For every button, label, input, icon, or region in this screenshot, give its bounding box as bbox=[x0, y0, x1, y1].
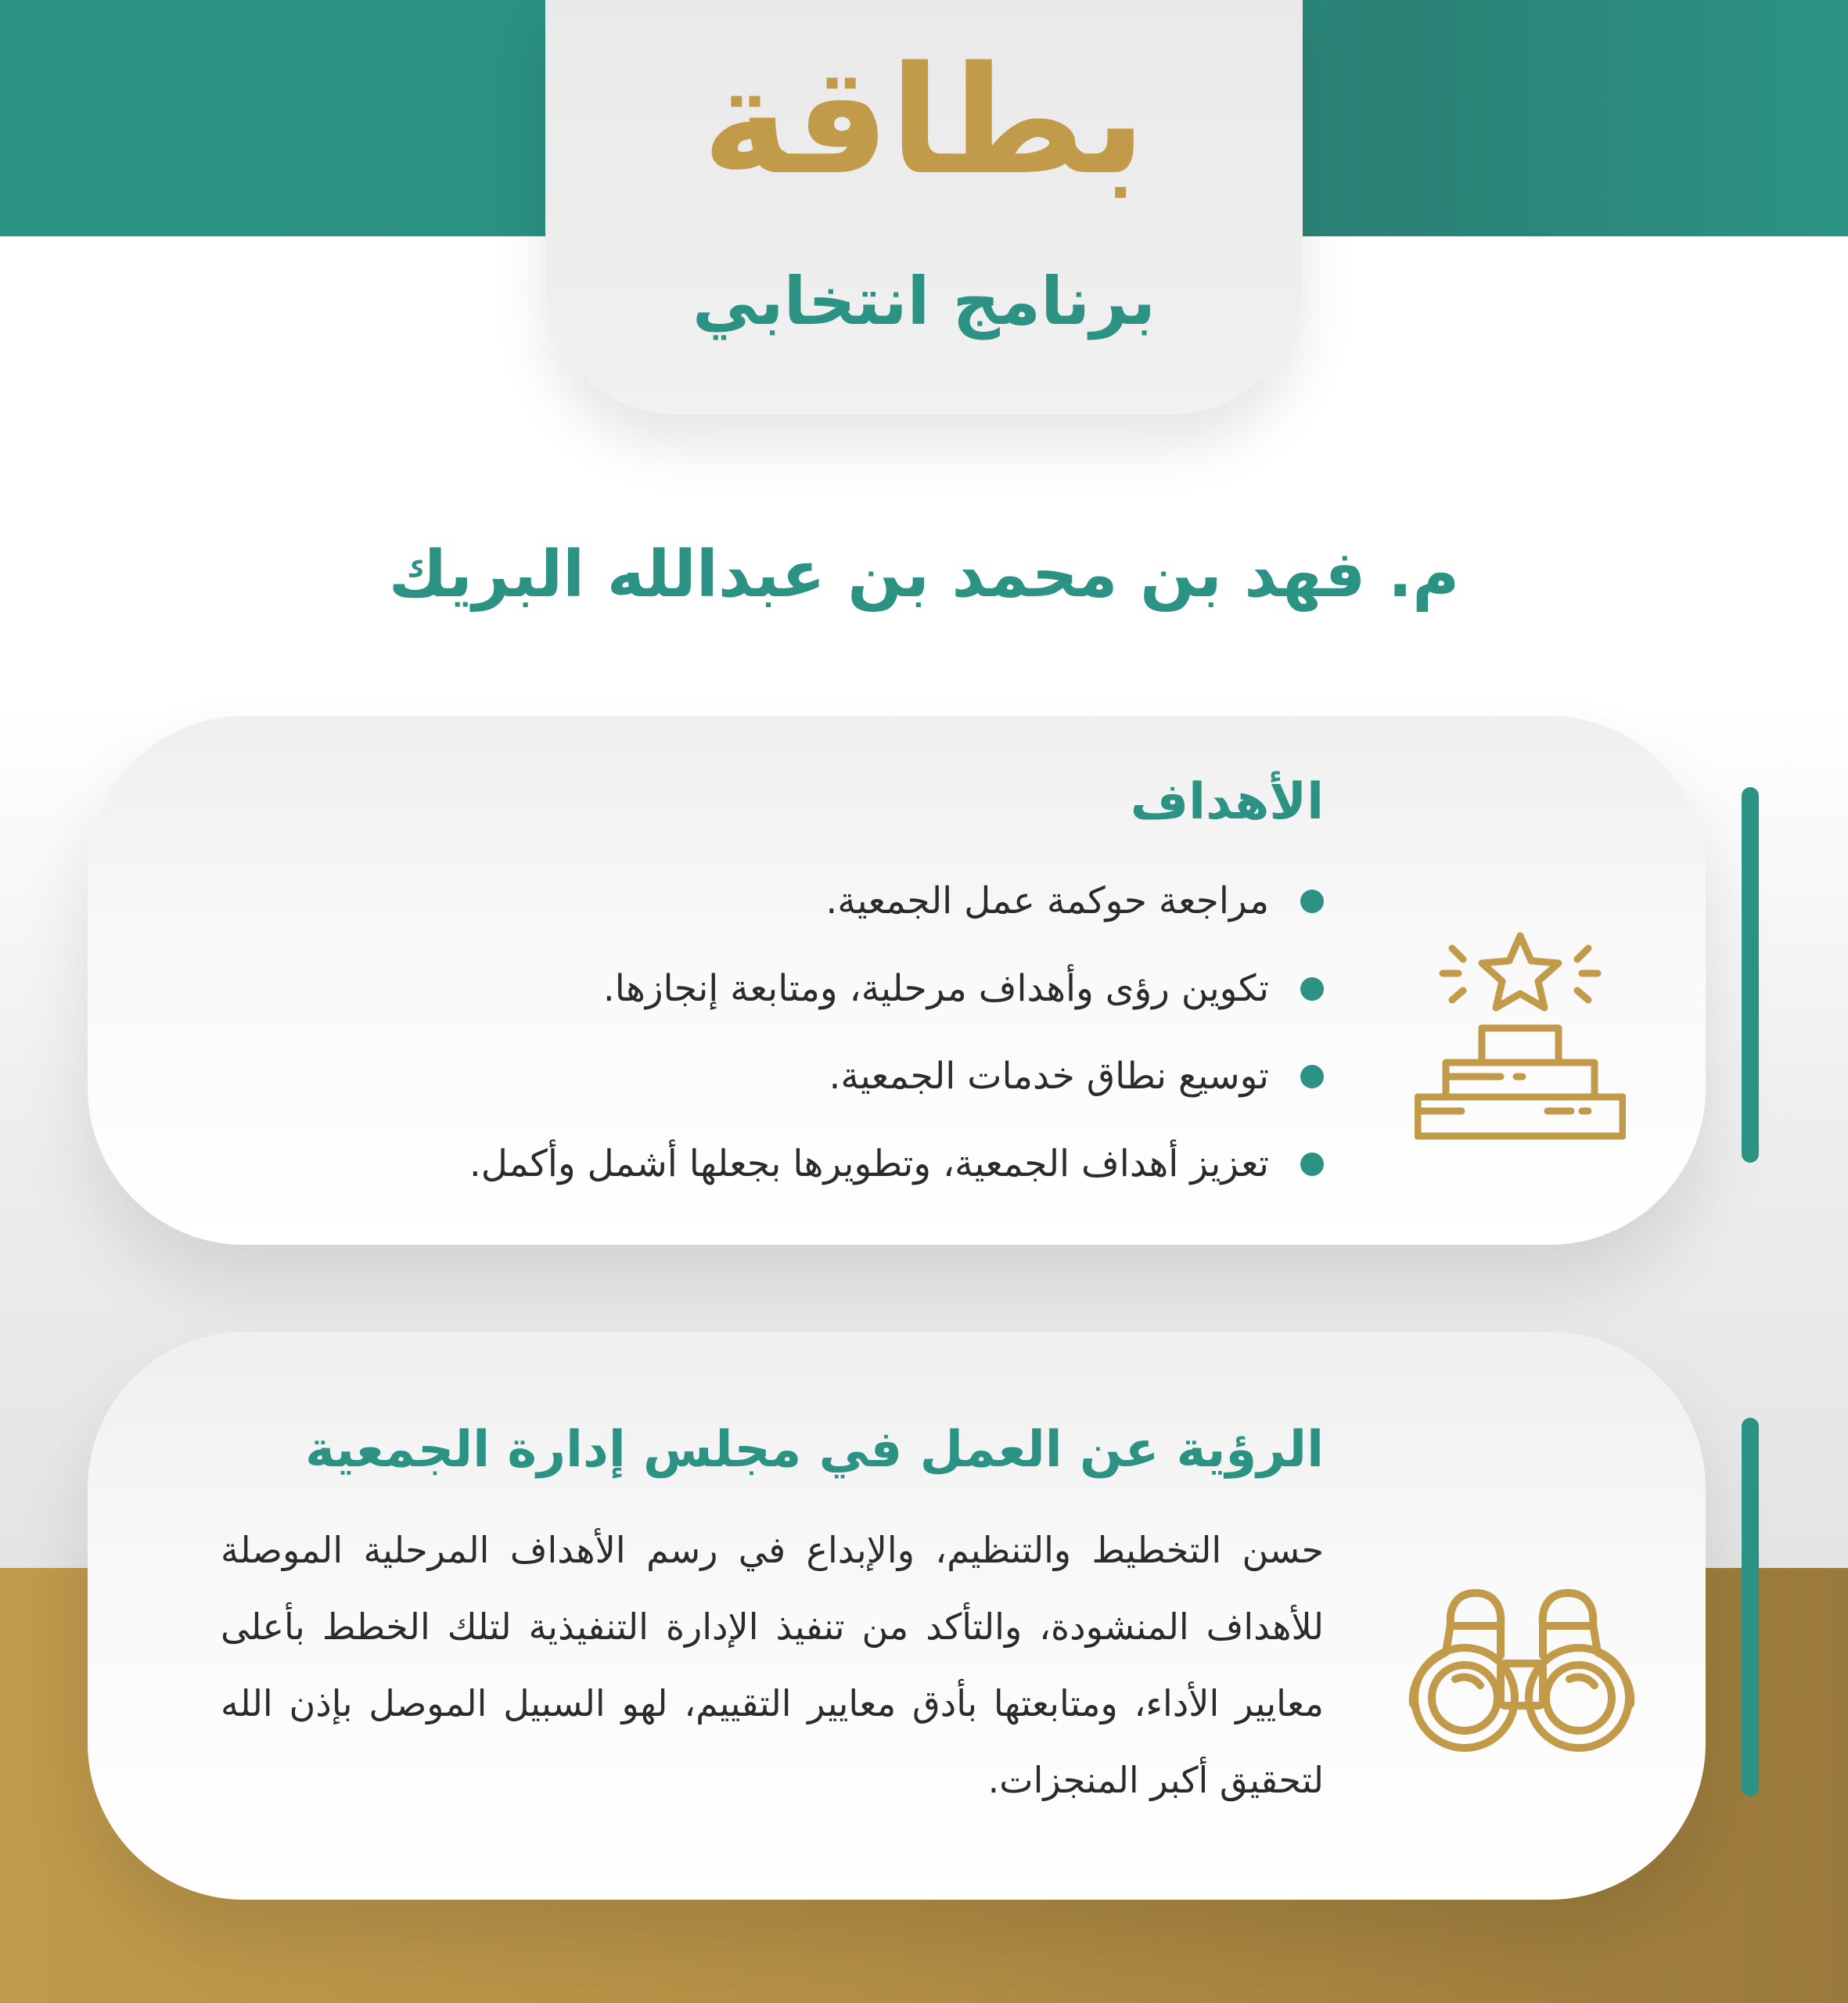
vision-paragraph: حسن التخطيط والتنظيم، والإبداع في رسم الأهداف المرحلية الموصلة للأهداف المنشودة، والتأكد من تنفيذ الإدارة التنفيذية لتلك الخطط بأعلى معايير الأداء، ومتابعتها بأدق معايير التقييم، لهو السبيل الموصل بإذن الله لتحقيق أكبر المنجزات. bbox=[221, 1529, 1324, 1801]
bullet-dot bbox=[1300, 1065, 1324, 1088]
page-title: بطاقة bbox=[702, 34, 1146, 207]
candidate-name: م. فهد بن محمد بن عبدالله البريك bbox=[388, 538, 1460, 612]
title-tab bbox=[545, 0, 1303, 415]
goals-heading: الأهداف bbox=[1130, 773, 1324, 831]
list-item bbox=[469, 954, 1324, 1041]
list-item bbox=[469, 1129, 1324, 1217]
podium-star-icon bbox=[1415, 928, 1626, 1141]
list-item bbox=[469, 866, 1324, 954]
goals-accent-bar bbox=[1742, 787, 1759, 1163]
bullet-dot bbox=[1300, 890, 1324, 913]
bullet-dot bbox=[1300, 977, 1324, 1001]
vision-heading: الرؤية عن العمل في مجلس إدارة الجمعية bbox=[305, 1421, 1324, 1479]
binoculars-icon bbox=[1408, 1587, 1635, 1753]
vision-accent-bar bbox=[1742, 1418, 1759, 1796]
goal-text: مراجعة حوكمة عمل الجمعية. bbox=[825, 879, 1269, 922]
bullet-dot bbox=[1300, 1153, 1324, 1176]
page-subtitle: برنامج انتخابي bbox=[692, 263, 1156, 340]
goal-text: تكوين رؤى وأهداف مرحلية، ومتابعة إنجازها. bbox=[602, 967, 1269, 1010]
list-item bbox=[469, 1041, 1324, 1129]
goal-text: توسيع نطاق خدمات الجمعية. bbox=[829, 1055, 1269, 1098]
goal-text: تعزيز أهداف الجمعية، وتطويرها بجعلها أشمل وأكمل. bbox=[469, 1142, 1269, 1185]
goals-list bbox=[469, 866, 1324, 1217]
